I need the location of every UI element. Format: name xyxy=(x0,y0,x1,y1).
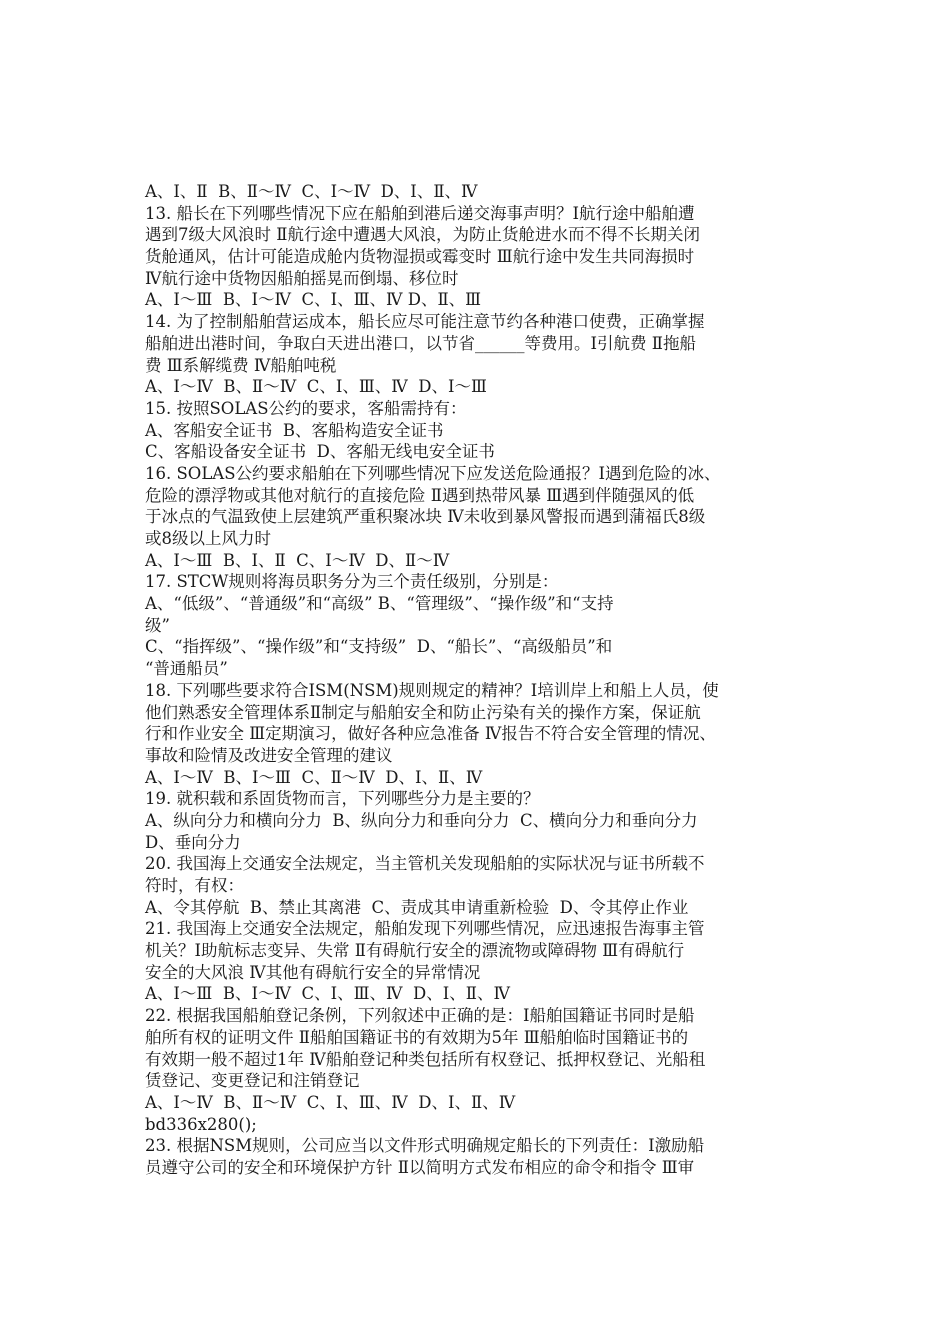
text-line: 船舶进出港时间，争取白天进出港口，以节省______等费用。Ⅰ引航费 Ⅱ拖船 xyxy=(145,333,696,353)
text-line: 事故和险情及改进安全管理的建议 xyxy=(145,745,393,765)
text-line: 货舱通风，估计可能造成舱内货物湿损或霉变时 Ⅲ航行途中发生共同海损时 xyxy=(145,247,695,267)
text-line: 遇到7级大风浪时 Ⅱ航行途中遭遇大风浪，为防止货舱进水而不得不长期关闭 xyxy=(145,225,700,245)
text-line: C、“指挥级”、“操作级”和“支持级” D、“船长”、“高级船员”和 xyxy=(145,637,613,657)
text-line: 安全的大风浪 Ⅳ其他有碍航行安全的异常情况 xyxy=(145,962,481,982)
text-line: 机关？Ⅰ助航标志变异、失常 Ⅱ有碍航行安全的漂流物或障碍物 Ⅲ有碍航行 xyxy=(145,941,685,961)
text-line: 符时，有权： xyxy=(145,876,244,895)
text-line: 舶所有权的证明文件 Ⅱ船舶国籍证书的有效期为5年 Ⅲ船舶临时国籍证书的 xyxy=(145,1027,689,1047)
text-line: A、纵向分力和横向分力 B、纵向分力和垂向分力 C、横向分力和垂向分力 xyxy=(145,810,698,830)
text-line: 22. 根据我国船舶登记条例，下列叙述中正确的是：Ⅰ船舶国籍证书同时是船 xyxy=(145,1006,695,1026)
text-line: 17. STCW规则将海员职务分为三个责任级别，分别是： xyxy=(145,572,559,592)
text-line: C、客船设备安全证书 D、客船无线电安全证书 xyxy=(145,442,495,462)
text-line: A、Ⅰ～Ⅳ B、Ⅱ～Ⅳ C、Ⅰ、Ⅲ、Ⅳ D、Ⅰ～Ⅲ xyxy=(145,377,487,397)
text-line: A、客船安全证书 B、客船构造安全证书 xyxy=(145,420,444,440)
text-line: A、令其停航 B、禁止其离港 C、责成其申请重新检验 D、令其停止作业 xyxy=(145,897,689,917)
text-line: 赁登记、变更登记和注销登记 xyxy=(145,1071,360,1091)
text-line: A、Ⅰ、Ⅱ B、Ⅱ～Ⅳ C、Ⅰ～Ⅳ D、Ⅰ、Ⅱ、Ⅳ xyxy=(145,182,478,201)
text-line: 23. 根据NSM规则，公司应当以文件形式明确规定船长的下列责任：Ⅰ激励船 xyxy=(145,1136,705,1156)
text-line: bd336x280(); xyxy=(145,1114,257,1134)
text-line: 20. 我国海上交通安全法规定，当主管机关发现船舶的实际状况与证书所载不 xyxy=(145,854,705,874)
text-line: 14. 为了控制船舶营运成本，船长应尽可能注意节约各种港口使费，正确掌握 xyxy=(145,312,705,332)
text-line: 18. 下列哪些要求符合ISM(NSM)规则规定的精神？Ⅰ培训岸上和船上人员，使 xyxy=(145,680,719,700)
text-line: 费 Ⅲ系解缆费 Ⅳ船舶吨税 xyxy=(145,355,337,375)
text-line: 21. 我国海上交通安全法规定，船舶发现下列哪些情况，应迅速报告海事主管 xyxy=(145,919,705,939)
text-line: 他们熟悉安全管理体系Ⅱ制定与船舶安全和防止污染有关的操作方案，保证航 xyxy=(145,702,701,722)
text-line: 行和作业安全 Ⅲ定期演习，做好各种应急准备 Ⅳ报告不符合安全管理的情况、 xyxy=(145,724,716,744)
text-line: A、Ⅰ～Ⅲ B、Ⅰ～Ⅳ C、Ⅰ、Ⅲ、Ⅳ D、Ⅰ、Ⅱ、Ⅳ xyxy=(145,984,510,1004)
text-line: 有效期一般不超过1年 Ⅳ船舶登记种类包括所有权登记、抵押权登记、光船租 xyxy=(145,1049,706,1069)
document-body xyxy=(145,181,810,1179)
text-line: 危险的漂浮物或其他对航行的直接危险 Ⅱ遇到热带风暴 Ⅲ遇到伴随强风的低 xyxy=(145,485,695,505)
text-line: A、Ⅰ～Ⅲ B、Ⅰ、Ⅱ C、Ⅰ～Ⅳ D、Ⅱ～Ⅳ xyxy=(145,550,450,570)
text-line: D、垂向分力 xyxy=(145,832,241,852)
text-line: 员遵守公司的安全和环境保护方针 Ⅱ以简明方式发布相应的命令和指令 Ⅲ审 xyxy=(145,1157,695,1177)
text-line: A、Ⅰ～Ⅲ B、Ⅰ～Ⅳ C、Ⅰ、Ⅲ、Ⅳ D、Ⅱ、Ⅲ xyxy=(145,290,482,310)
text-line: 16. SOLAS公约要求船舶在下列哪些情况下应发送危险通报？Ⅰ遇到危险的冰、 xyxy=(145,463,721,483)
text-line: 于冰点的气温致使上层建筑严重积聚冰块 Ⅳ未收到暴风警报而遇到蒲福氏8级 xyxy=(145,507,706,527)
text-line: A、Ⅰ～Ⅳ B、Ⅰ～Ⅲ C、Ⅱ～Ⅳ D、Ⅰ、Ⅱ、Ⅳ xyxy=(145,767,483,787)
text-line: 或8级以上风力时 xyxy=(145,529,271,548)
text-line: 19. 就积载和系固货物而言，下列哪些分力是主要的？ xyxy=(145,789,540,809)
text-line: A、“低级”、“普通级”和“高级” B、“管理级”、“操作级”和“支持 xyxy=(145,594,614,614)
text-line: A、Ⅰ～Ⅳ B、Ⅱ～Ⅳ C、Ⅰ、Ⅲ、Ⅳ D、Ⅰ、Ⅱ、Ⅳ xyxy=(145,1092,516,1112)
text-line: 级” xyxy=(145,615,170,635)
text-line: 15. 按照SOLAS公约的要求，客船需持有： xyxy=(145,398,467,418)
text-line: Ⅳ航行途中货物因船舶摇晃而倒塌、移位时 xyxy=(145,268,459,288)
text-line: “普通船员” xyxy=(145,659,228,679)
text-line: 13. 船长在下列哪些情况下应在船舶到港后递交海事声明？Ⅰ航行途中船舶遭 xyxy=(145,203,695,223)
